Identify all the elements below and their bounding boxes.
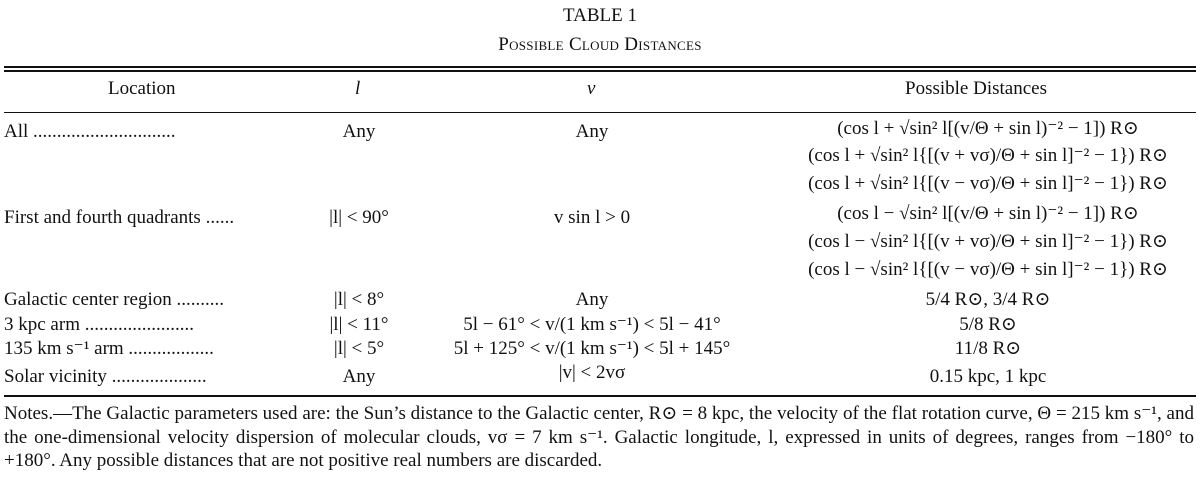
row-quadrants-distance-2: (cos l − √sin² l{[(v + vσ)/Θ + sin l]⁻² − 1}) R⊙ bbox=[808, 231, 1168, 252]
row-galactic-center-v: Any bbox=[575, 289, 609, 310]
header-v: v bbox=[587, 78, 596, 99]
table-label: TABLE 1 bbox=[563, 5, 637, 26]
header-distances: Possible Distances bbox=[905, 78, 1047, 99]
row-quadrants-l: |l| < 90° bbox=[329, 207, 389, 228]
row-3kpc-l: |l| < 11° bbox=[329, 314, 389, 335]
row-all-v: Any bbox=[575, 121, 609, 142]
row-3kpc-distance: 5/8 R⊙ bbox=[959, 314, 1017, 335]
row-solar-location: Solar vicinity .................... bbox=[4, 366, 207, 387]
row-3kpc-v: 5l − 61° < v/(1 km s⁻¹) < 5l − 41° bbox=[463, 314, 721, 335]
header-l: l bbox=[355, 78, 361, 99]
row-quadrants-location: First and fourth quadrants ...... bbox=[4, 207, 235, 228]
table-notes: Notes.—The Galactic parameters used are: the Sun’s distance to the Galactic center, R⊙ = 8 kpc, the velocity of the flat rotation curve, Θ = 215 km s⁻¹, and the one-dimensional velocity dispersion of molecular clouds, vσ = 7 km s⁻¹. Galactic longitude, l, expressed in units of degrees, ranges from −180° to +180°. Any possible distances that are not positive real numbers are discarded. bbox=[4, 403, 1194, 471]
row-135-location: 135 km s⁻¹ arm .................. bbox=[4, 338, 214, 359]
row-solar-distance: 0.15 kpc, 1 kpc bbox=[929, 366, 1047, 387]
row-135-l: |l| < 5° bbox=[333, 338, 385, 359]
row-135-v: 5l + 125° < v/(1 km s⁻¹) < 5l + 145° bbox=[453, 338, 731, 359]
row-135-distance: 11/8 R⊙ bbox=[954, 338, 1022, 359]
row-all-l: Any bbox=[342, 121, 376, 142]
row-all-distance-2: (cos l + √sin² l{[(v + vσ)/Θ + sin l]⁻² − 1}) R⊙ bbox=[808, 145, 1168, 166]
bottom-rule bbox=[4, 395, 1196, 397]
row-solar-v: |v| < 2vσ bbox=[558, 362, 626, 383]
table-title: Possible Cloud Distances bbox=[498, 34, 702, 55]
row-3kpc-location: 3 kpc arm ....................... bbox=[4, 314, 194, 335]
row-galactic-center-l: |l| < 8° bbox=[333, 289, 385, 310]
row-all-distance-1: (cos l + √sin² l[(v/Θ + sin l)⁻² − 1]) R⊙ bbox=[837, 118, 1139, 139]
top-rule bbox=[4, 66, 1196, 68]
row-quadrants-distance-3: (cos l − √sin² l{[(v − vσ)/Θ + sin l]⁻² − 1}) R⊙ bbox=[808, 259, 1168, 280]
row-solar-l: Any bbox=[342, 366, 376, 387]
row-quadrants-v: v sin l > 0 bbox=[553, 207, 631, 228]
top-rule-double bbox=[4, 70, 1196, 72]
row-quadrants-distance-1: (cos l − √sin² l[(v/Θ + sin l)⁻² − 1]) R⊙ bbox=[837, 203, 1139, 224]
row-all-distance-3: (cos l + √sin² l{[(v − vσ)/Θ + sin l]⁻² − 1}) R⊙ bbox=[808, 173, 1168, 194]
row-galactic-center-distance: 5/4 R⊙, 3/4 R⊙ bbox=[925, 289, 1051, 310]
row-galactic-center-location: Galactic center region .......... bbox=[4, 289, 224, 310]
row-all-location: All .............................. bbox=[4, 121, 176, 142]
header-location: Location bbox=[108, 78, 176, 99]
header-rule bbox=[4, 112, 1196, 113]
